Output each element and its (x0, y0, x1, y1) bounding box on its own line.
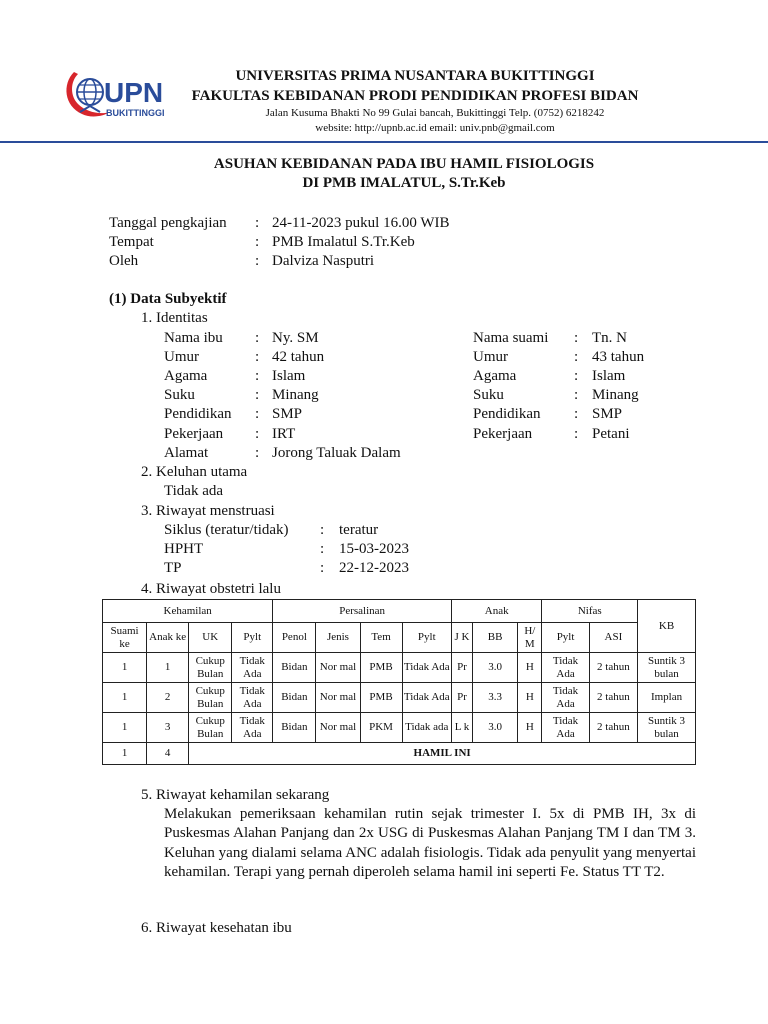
colon: : (255, 349, 260, 365)
menstruation-label: HPHT (164, 541, 204, 557)
cell: 4 (147, 743, 189, 765)
obstetric-history-table (102, 599, 696, 765)
husband-value: Islam (592, 368, 626, 384)
cell: Bidan (273, 653, 316, 683)
menstruation-value: teratur (339, 522, 379, 538)
table-row (103, 713, 696, 743)
husband-label: Umur (473, 349, 508, 365)
colon: : (320, 541, 325, 557)
husband-value: Minang (592, 387, 639, 403)
cell: H (518, 683, 542, 713)
col-jk: J K (452, 623, 473, 653)
title-line-1: ASUHAN KEBIDANAN PADA IBU HAMIL FISIOLOGIS (213, 156, 595, 172)
cell: PKM (360, 713, 402, 743)
cell: H (518, 653, 542, 683)
table-row (103, 683, 696, 713)
colon: : (255, 426, 260, 442)
mother-label: Agama (164, 368, 208, 384)
colon: : (574, 330, 579, 346)
col-pylt: Pylt (402, 623, 451, 653)
cell: Tidak ada (402, 713, 451, 743)
document-title (0, 155, 768, 193)
cell: Pr (452, 683, 473, 713)
cell: Nor mal (316, 653, 360, 683)
menstruation-value: 22-12-2023 (339, 560, 409, 576)
mother-label: Umur (164, 349, 199, 365)
section-heading: (1) Data Subyektif (109, 291, 227, 307)
cell: 1 (147, 653, 189, 683)
table-row (103, 653, 696, 683)
title-line-2: DI PMB IMALATUL, S.Tr.Keb (302, 175, 506, 191)
table-header-groups (103, 600, 696, 623)
cell: 2 tahun (589, 683, 637, 713)
logo-subtext: BUKITTINGGI (106, 108, 165, 118)
colon: : (320, 522, 325, 538)
cell: Tidak Ada (232, 683, 273, 713)
husband-label: Pekerjaan (473, 426, 533, 442)
group-anak: Anak (452, 600, 542, 623)
group-persalinan: Persalinan (273, 600, 452, 623)
contact: website: http://upnb.ac.id email: univ.pnb@gmail.com (315, 122, 555, 134)
info-value-date: 24-11-2023 pukul 16.00 WIB (272, 215, 450, 231)
cell: Tidak Ada (542, 653, 589, 683)
mother-label: Nama ibu (164, 330, 223, 346)
kehamilan-sekarang-text: Melakukan pemeriksaan kehamilan rutin sejak trimester I. 5x di PMB IH, 3x di Puskesmas Alahan Panjang dan 2x USG di Puskesmas Alahan Panjang TM I dan TM 3. Keluhan yang dialami selama ANC adalah fisiologis. Tidak ada penyulit yang menyertai kehamilan. Terapi yang pernah diperoleh selama hamil ini seperti Fe. Status TT T2. (164, 806, 696, 880)
table-row-current (103, 743, 696, 765)
husband-label: Nama suami (473, 330, 549, 346)
faculty-name: FAKULTAS KEBIDANAN PRODI PENDIDIKAN PROFESI BIDAN (191, 88, 639, 104)
col-suami: Suami ke (103, 623, 147, 653)
cell: 1 (103, 683, 147, 713)
mother-value: Minang (272, 387, 319, 403)
item-kesehatan-ibu: 6. Riwayat kesehatan ibu (141, 920, 292, 936)
item-menstruasi: 3. Riwayat menstruasi (141, 503, 275, 519)
info-value-by: Dalviza Nasputri (272, 253, 375, 269)
cell: Bidan (273, 683, 316, 713)
mother-value: Jorong Taluak Dalam (272, 445, 401, 461)
colon: : (255, 406, 260, 422)
letterhead (0, 0, 768, 150)
husband-value: 43 tahun (592, 349, 645, 365)
cell: Nor mal (316, 713, 360, 743)
col-tem: Tem (360, 623, 402, 653)
menstruation-label: Siklus (teratur/tidak) (164, 522, 289, 538)
cell: Cukup Bulan (189, 713, 232, 743)
cell: Suntik 3 bulan (638, 653, 696, 683)
cell: PMB (360, 653, 402, 683)
mother-value: IRT (272, 426, 296, 442)
cell: Nor mal (316, 683, 360, 713)
menstruation-value: 15-03-2023 (339, 541, 409, 557)
upn-logo-icon (60, 62, 172, 124)
col-anak: Anak ke (147, 623, 189, 653)
item-kehamilan-sekarang: 5. Riwayat kehamilan sekarang (141, 787, 330, 803)
husband-value: Petani (592, 426, 630, 442)
colon: : (574, 426, 579, 442)
cell: 2 (147, 683, 189, 713)
cell: 1 (103, 653, 147, 683)
info-label-by: Oleh (109, 253, 139, 269)
cell: 3.3 (473, 683, 518, 713)
col-hm: H/ M (518, 623, 542, 653)
cell: Tidak Ada (232, 713, 273, 743)
cell: Cukup Bulan (189, 683, 232, 713)
mother-value: Islam (272, 368, 306, 384)
info-colon: : (255, 253, 260, 269)
husband-label: Agama (473, 368, 517, 384)
cell: Cukup Bulan (189, 653, 232, 683)
letterhead-text (170, 66, 660, 135)
col-pylt: Pylt (542, 623, 589, 653)
col-pylt: Pylt (232, 623, 273, 653)
address: Jalan Kusuma Bhakti No 99 Gulai bancah, Bukittinggi Telp. (0752) 6218242 (265, 107, 605, 119)
info-label-place: Tempat (109, 234, 154, 250)
menstruation-label: TP (164, 560, 182, 576)
colon: : (320, 560, 325, 576)
table-header-cols (103, 623, 696, 653)
colon: : (255, 445, 260, 461)
cell: Tidak Ada (402, 653, 451, 683)
col-bb: BB (473, 623, 518, 653)
group-nifas: Nifas (542, 600, 638, 623)
info-colon: : (255, 215, 260, 231)
col-uk: UK (189, 623, 232, 653)
item-keluhan: 2. Keluhan utama (141, 464, 248, 480)
colon: : (574, 349, 579, 365)
husband-value: Tn. N (592, 330, 627, 346)
cell: 3.0 (473, 653, 518, 683)
colon: : (255, 368, 260, 384)
group-kehamilan: Kehamilan (103, 600, 273, 623)
university-name: UNIVERSITAS PRIMA NUSANTARA BUKITTINGGI (235, 68, 595, 84)
mother-value: Ny. SM (272, 330, 319, 346)
item-identitas: 1. Identitas (141, 310, 208, 326)
cell: Implan (638, 683, 696, 713)
husband-value: SMP (592, 406, 623, 422)
item-obstetri: 4. Riwayat obstetri lalu (141, 581, 281, 597)
cell: Pr (452, 653, 473, 683)
husband-label: Suku (473, 387, 504, 403)
cell: 2 tahun (589, 713, 637, 743)
cell: 3 (147, 713, 189, 743)
group-kb: KB (638, 600, 696, 653)
cell: 1 (103, 743, 147, 765)
mother-label: Pendidikan (164, 406, 232, 422)
colon: : (255, 387, 260, 403)
cell: H (518, 713, 542, 743)
cell: Tidak Ada (232, 653, 273, 683)
col-penol: Penol (273, 623, 316, 653)
cell: Tidak Ada (542, 683, 589, 713)
mother-value: 42 tahun (272, 349, 325, 365)
logo-text: UPN (104, 77, 164, 108)
mother-value: SMP (272, 406, 303, 422)
cell: 1 (103, 713, 147, 743)
info-colon: : (255, 234, 260, 250)
keluhan-value: Tidak ada (164, 483, 224, 499)
current-pregnancy-note: HAMIL INI (189, 743, 696, 765)
colon: : (574, 387, 579, 403)
colon: : (255, 330, 260, 346)
cell: L k (452, 713, 473, 743)
cell: Suntik 3 bulan (638, 713, 696, 743)
colon: : (574, 406, 579, 422)
col-asi: ASI (589, 623, 637, 653)
mother-label: Suku (164, 387, 195, 403)
cell: Tidak Ada (402, 683, 451, 713)
colon: : (574, 368, 579, 384)
mother-label: Pekerjaan (164, 426, 224, 442)
mother-label: Alamat (164, 445, 209, 461)
header-divider (0, 141, 768, 143)
cell: 2 tahun (589, 653, 637, 683)
husband-label: Pendidikan (473, 406, 541, 422)
cell: 3.0 (473, 713, 518, 743)
cell: Bidan (273, 713, 316, 743)
col-jenis: Jenis (316, 623, 360, 653)
cell: PMB (360, 683, 402, 713)
info-label-date: Tanggal pengkajian (109, 215, 227, 231)
cell: Tidak Ada (542, 713, 589, 743)
info-value-place: PMB Imalatul S.Tr.Keb (272, 234, 415, 250)
